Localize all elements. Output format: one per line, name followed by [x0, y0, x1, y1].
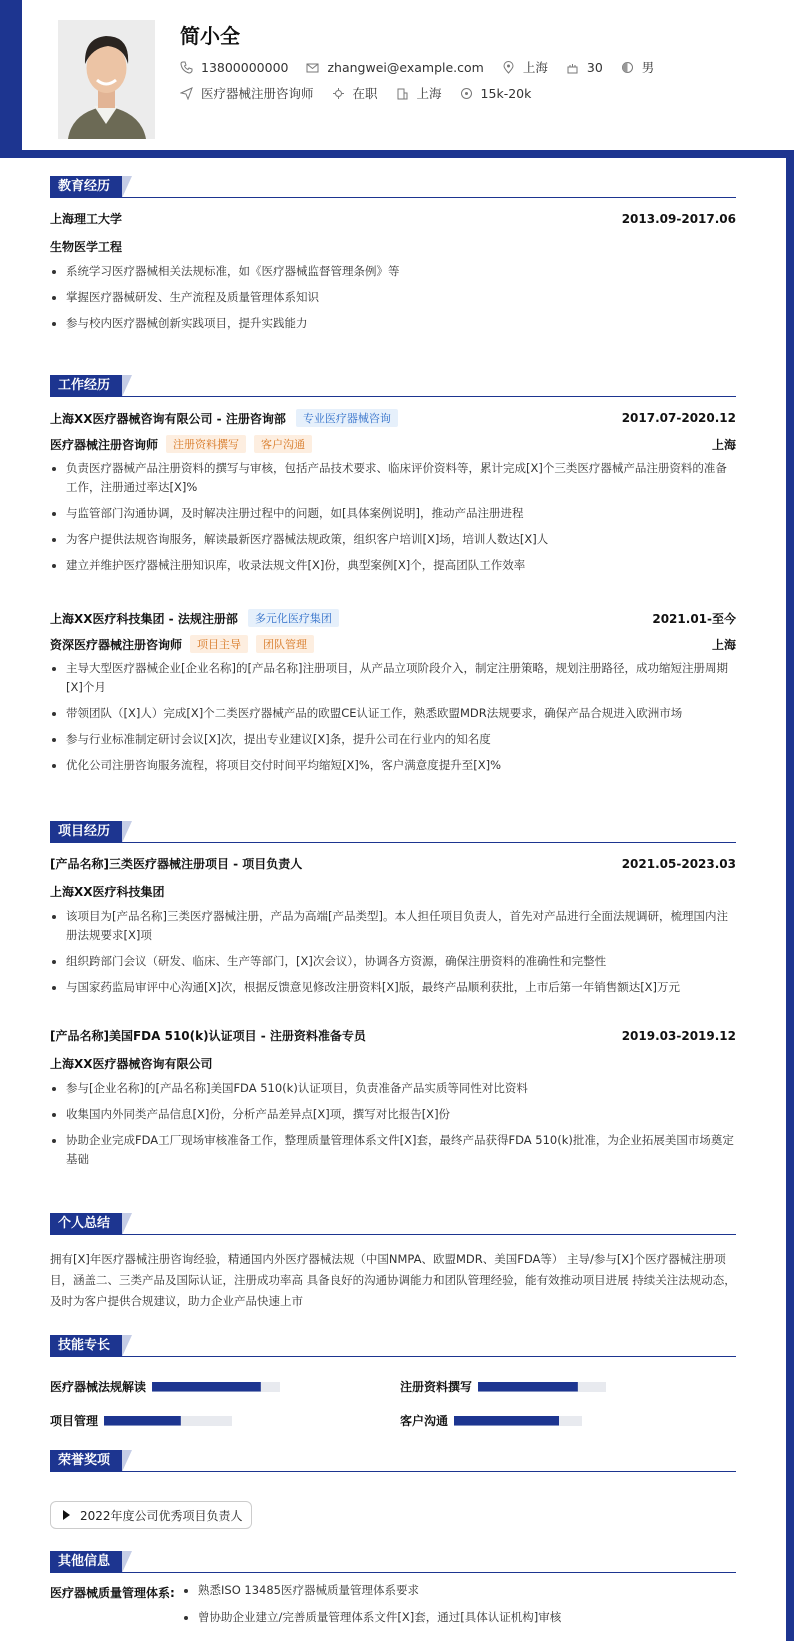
list-item: 主导大型医疗器械企业[企业名称]的[产品名称]注册项目，从产品立项阶段介入，制定注册策略，规划注册路径，成功缩短注册周期[X]个月: [50, 659, 736, 697]
company-tag: 多元化医疗集团: [248, 609, 339, 627]
section-title: 工作经历: [50, 375, 122, 397]
skill-bar-fill: [152, 1382, 261, 1392]
send-icon: [180, 87, 193, 100]
list-item: 曾协助企业建立/完善质量管理体系文件[X]套，通过[具体认证机构]审核: [182, 1608, 561, 1627]
candidate-name: 简小全: [180, 24, 240, 48]
list-item: 掌握医疗器械研发、生产流程及质量管理体系知识: [50, 288, 736, 307]
location-icon: [502, 61, 515, 74]
education-period: 2013.09-2017.06: [621, 211, 736, 226]
project-period: 2021.05-2023.03: [621, 856, 736, 871]
section-title: 个人总结: [50, 1213, 122, 1235]
work-period: 2021.01-至今: [652, 611, 736, 626]
list-item: 为客户提供法规咨询服务，解读最新医疗器械法规政策，组织客户培训[X]场，培训人数达[X]人: [50, 530, 736, 549]
project-period: 2019.03-2019.12: [621, 1028, 736, 1043]
phone-text[interactable]: 13800000000: [201, 59, 289, 75]
summary-text: 拥有[X]年医疗器械注册咨询经验，精通国内外医疗器械法规（中国NMPA、欧盟MDR、美国FDA等） 主导/参与[X]个医疗器械注册项目，涵盖二、三类产品及国际认证，注册成功率高 具备良好的沟通协调能力和团队管理经验，能有效推动项目进展 持续关注法规动态，及时为客户提供合规建议，助力企业产品快速上市: [50, 1252, 736, 1308]
work-city: 上海: [711, 437, 736, 452]
project-name: [产品名称]三类医疗器械注册项目 - 项目负责人: [50, 857, 303, 871]
skill-name: 项目管理: [50, 1414, 99, 1428]
target-city: 上海: [416, 86, 442, 101]
job-title: 医疗器械注册咨询师: [50, 437, 159, 452]
skill-tag: 团队管理: [256, 635, 314, 653]
work-bullets: [50, 459, 736, 582]
summary-section: [50, 1213, 736, 1321]
list-item: 协助企业完成FDA工厂现场审核准备工作，整理质量管理体系文件[X]套，最终产品获得FDA 510(k)批准，为企业拓展美国市场奠定基础: [50, 1131, 736, 1169]
list-item: 建立并维护医疗器械注册知识库，收录法规文件[X]份，典型案例[X]个，提高团队工作效率: [50, 556, 736, 575]
skill-tag: 项目主导: [190, 635, 248, 653]
awards-section: [50, 1450, 736, 1472]
company-name: 上海XX医疗科技集团 - 法规注册部: [50, 611, 238, 626]
project-name: [产品名称]美国FDA 510(k)认证项目 - 注册资料准备专员: [50, 1029, 366, 1043]
list-item: 带领团队（[X]人）完成[X]个二类医疗器械产品的欧盟CE认证工作，熟悉欧盟MDR法规要求，确保产品合规进入欧洲市场: [50, 704, 736, 723]
status-icon: [332, 87, 345, 100]
job-intention-row: [180, 84, 549, 102]
projects-section: [50, 821, 736, 1181]
project-org: 上海XX医疗科技集团: [50, 885, 165, 899]
building-icon: [396, 87, 409, 100]
project-org: 上海XX医疗器械咨询有限公司: [50, 1057, 213, 1071]
work-section: [50, 375, 736, 795]
contact-row: [180, 58, 672, 76]
list-item: 熟悉ISO 13485医疗器械质量管理体系要求: [182, 1581, 561, 1600]
list-item: 参与行业标准制定研讨会议[X]次，提出专业建议[X]条，提升公司在行业内的知名度: [50, 730, 736, 749]
work-city: 上海: [711, 637, 736, 652]
phone-icon: [180, 61, 193, 74]
skill-name: 客户沟通: [400, 1414, 449, 1428]
list-item: 与监管部门沟通协调，及时解决注册过程中的问题，如[具体案例说明]，推动产品注册进程: [50, 504, 736, 523]
target-position: 医疗器械注册咨询师: [201, 86, 314, 101]
mail-icon: [306, 61, 319, 74]
skill-item: [50, 1412, 232, 1429]
location-text: 上海: [522, 60, 548, 75]
skill-item: [400, 1378, 606, 1395]
skill-bar: [478, 1382, 606, 1392]
section-title: 教育经历: [50, 176, 122, 198]
list-item: 优化公司注册咨询服务流程，将项目交付时间平均缩短[X]%，客户满意度提升至[X]%: [50, 756, 736, 775]
work-bullets: [50, 659, 736, 782]
project-bullets: [50, 907, 736, 1004]
age-icon: [566, 61, 579, 74]
list-item: 收集国内外同类产品信息[X]份，分析产品差异点[X]项，撰写对比报告[X]份: [50, 1105, 736, 1124]
skill-bar-fill: [478, 1382, 578, 1392]
gender-text: 男: [641, 60, 655, 75]
list-item: 组织跨部门会议（研发、临床、生产等部门，[X]次会议），协调各方资源，确保注册资料的准确性和完整性: [50, 952, 736, 971]
award-text: 2022年度公司优秀项目负责人: [80, 1508, 243, 1523]
salary-text: 15k-20k: [480, 85, 532, 101]
list-item: 参与[企业名称]的[产品名称]美国FDA 510(k)认证项目，负责准备产品实质等同性对比资料: [50, 1079, 736, 1098]
school-name: 上海理工大学: [50, 212, 123, 226]
list-item: 与国家药监局审评中心沟通[X]次，根据反馈意见修改注册资料[X]版，最终产品顺利获批，上市后第一年销售额达[X]万元: [50, 978, 736, 997]
company-tag: 专业医疗器械咨询: [296, 409, 398, 427]
skill-item: [50, 1378, 280, 1395]
skill-bar: [152, 1382, 280, 1392]
salary-icon: [460, 87, 473, 100]
other-list: [182, 1581, 561, 1635]
award-item[interactable]: [50, 1501, 252, 1529]
play-icon: [63, 1510, 70, 1520]
education-section: [50, 176, 736, 356]
job-title: 资深医疗器械注册咨询师: [50, 637, 183, 652]
skill-bar-fill: [104, 1416, 181, 1426]
company-name: 上海XX医疗器械咨询有限公司 - 注册咨询部: [50, 411, 286, 426]
skill-tag: 注册资料撰写: [166, 435, 246, 453]
age-text: 30: [586, 59, 603, 75]
section-title: 项目经历: [50, 821, 122, 843]
skills-section: [50, 1335, 736, 1357]
work-period: 2017.07-2020.12: [621, 411, 736, 425]
skill-name: 医疗器械法规解读: [50, 1380, 147, 1394]
skill-name: 注册资料撰写: [400, 1380, 473, 1394]
list-item: 参与校内医疗器械创新实践项目，提升实践能力: [50, 314, 736, 333]
section-title: 技能专长: [50, 1335, 122, 1357]
skill-tag: 客户沟通: [254, 435, 312, 453]
list-item: 该项目为[产品名称]三类医疗器械注册，产品为高端[产品类型]。本人担任项目负责人，首先对产品进行全面法规调研，梳理国内注册法规要求[X]项: [50, 907, 736, 945]
list-item: 系统学习医疗器械相关法规标准，如《医疗器械监督管理条例》等: [50, 262, 736, 281]
other-section: [50, 1551, 736, 1573]
email-text[interactable]: zhangwei@example.com: [327, 59, 484, 75]
profile-photo: [58, 20, 155, 139]
major: 生物医学工程: [50, 240, 123, 254]
section-title: 荣誉奖项: [50, 1450, 122, 1472]
skill-bar: [454, 1416, 582, 1426]
list-item: 负责医疗器械产品注册资料的撰写与审核，包括产品技术要求、临床评价资料等，累计完成[X]个三类医疗器械产品注册资料的准备工作，注册通过率达[X]%: [50, 459, 736, 497]
education-bullets: [50, 262, 736, 340]
status-text: 在职: [352, 86, 378, 101]
other-label: 医疗器械质量管理体系:: [50, 1586, 175, 1600]
project-bullets: [50, 1079, 736, 1176]
skill-bar: [104, 1416, 232, 1426]
skill-bar-fill: [454, 1416, 559, 1426]
skill-item: [400, 1412, 582, 1429]
section-title: 其他信息: [50, 1551, 122, 1573]
gender-icon: [621, 61, 634, 74]
